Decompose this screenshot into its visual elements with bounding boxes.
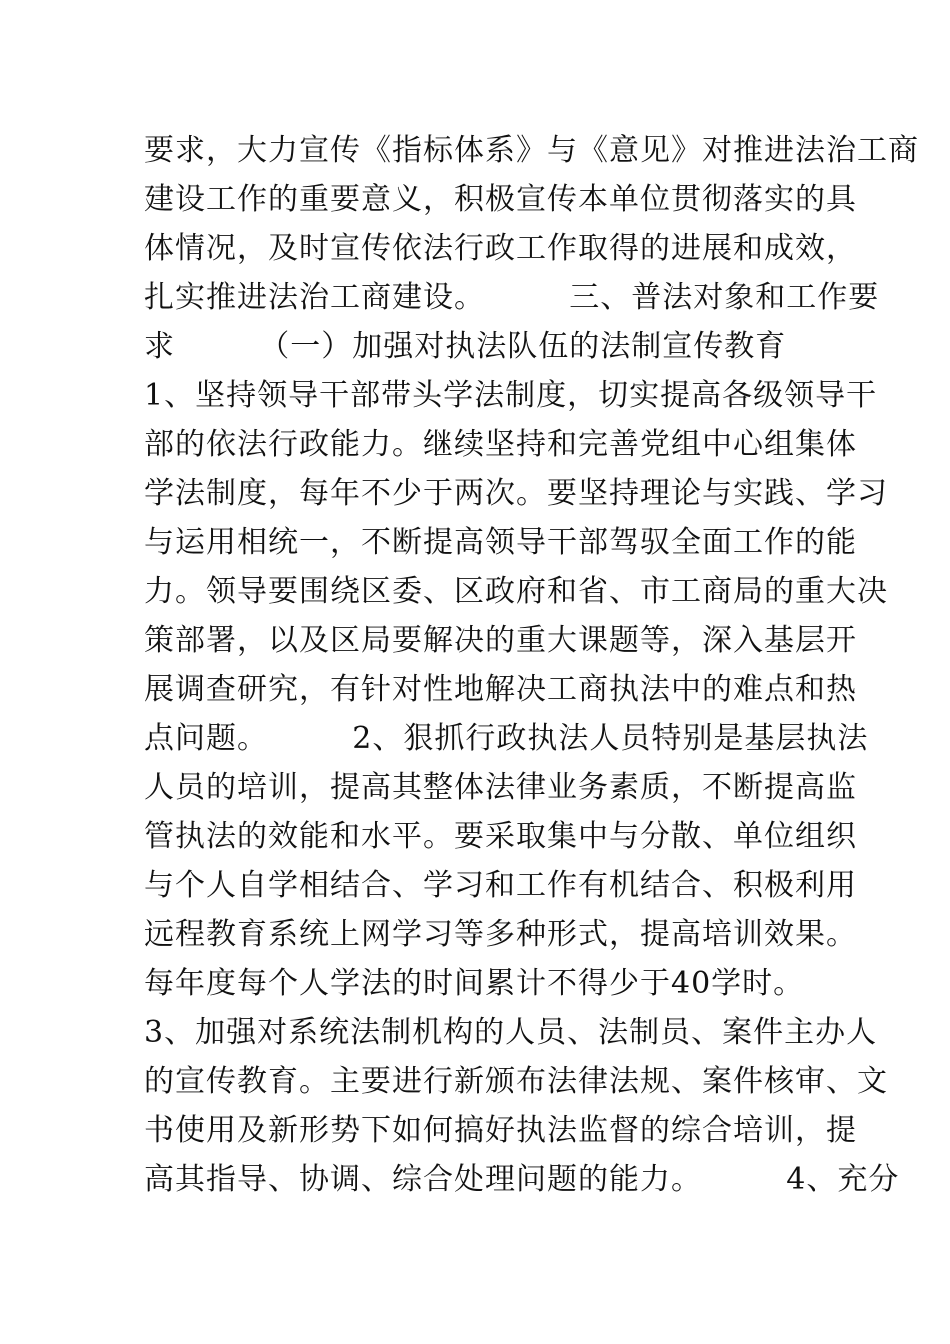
text-line: 要求，大力宣传《指标体系》与《意见》对推进法治工商 xyxy=(144,133,919,168)
text-line: 扎实推进法治工商建设。 三、普法对象和工作要 xyxy=(144,280,880,315)
text-line: 与个人自学相结合、学习和工作有机结合、积极利用 xyxy=(144,868,857,903)
text-line: 1、坚持领导干部带头学法制度，切实提高各级领导干 xyxy=(144,378,878,413)
text-line: 学法制度，每年不少于两次。要坚持理论与实践、学习 xyxy=(144,476,888,511)
text-line: 高其指导、协调、综合处理问题的能力。 4、充分 xyxy=(144,1162,900,1197)
text-line: 每年度每个人学法的时间累计不得少于40学时。 xyxy=(144,966,805,1001)
text-line: 的宣传教育。主要进行新颁布法律法规、案件核审、文 xyxy=(144,1064,888,1099)
text-line: 展调查研究，有针对性地解决工商执法中的难点和热 xyxy=(144,672,857,707)
text-line: 力。领导要围绕区委、区政府和省、市工商局的重大决 xyxy=(144,574,888,609)
text-line: 与运用相统一，不断提高领导干部驾驭全面工作的能 xyxy=(144,525,857,560)
text-line: 求 （一）加强对执法队伍的法制宣传教育 xyxy=(144,329,787,364)
text-line: 书使用及新形势下如何搞好执法监督的综合培训，提 xyxy=(144,1113,857,1148)
text-line: 策部署，以及区局要解决的重大课题等，深入基层开 xyxy=(144,623,857,658)
text-line: 3、加强对系统法制机构的人员、法制员、案件主办人 xyxy=(144,1015,878,1050)
text-line: 建设工作的重要意义，积极宣传本单位贯彻落实的具 xyxy=(144,182,857,217)
text-line: 管执法的效能和水平。要采取集中与分散、单位组织 xyxy=(144,819,857,854)
text-line: 人员的培训，提高其整体法律业务素质，不断提高监 xyxy=(144,770,857,805)
text-line: 部的依法行政能力。继续坚持和完善党组中心组集体 xyxy=(144,427,857,462)
text-line: 体情况，及时宣传依法行政工作取得的进展和成效， xyxy=(144,231,857,266)
text-line: 远程教育系统上网学习等多种形式，提高培训效果。 xyxy=(144,917,857,952)
text-line: 点问题。 2、狠抓行政执法人员特别是基层执法 xyxy=(144,721,869,756)
